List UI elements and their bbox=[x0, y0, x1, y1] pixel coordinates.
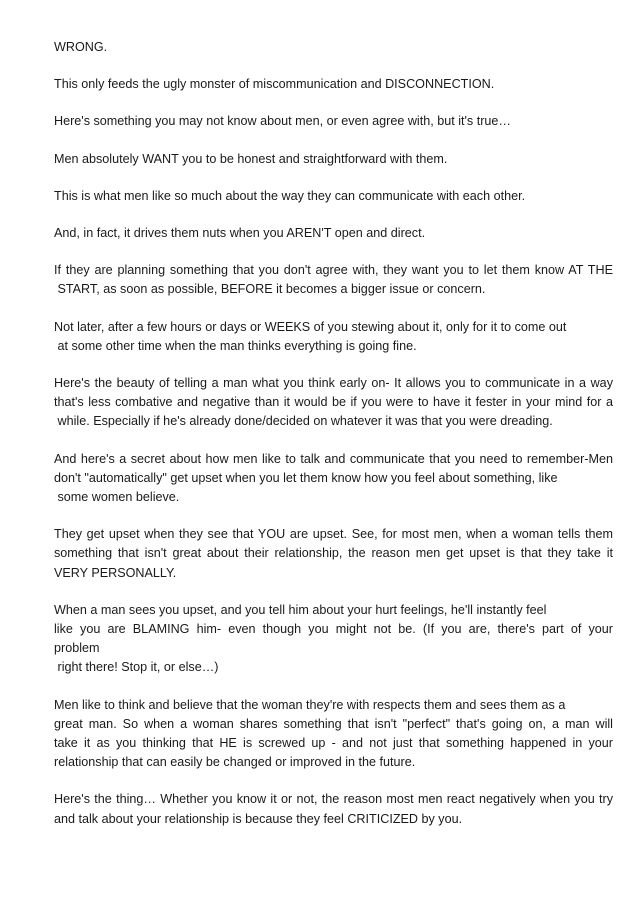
paragraph-not-later bbox=[54, 318, 613, 356]
text-line: relationship that can easily be changed or improved in the future. bbox=[54, 755, 416, 770]
paragraph-man-sees-you-upset bbox=[54, 601, 613, 678]
text-line: This is what men like so much about the way they can communicate with each other. bbox=[54, 188, 526, 203]
text-line: And, in fact, it drives them nuts when you AREN'T open and direct. bbox=[54, 226, 426, 241]
text-line: Not later, after a few hours or days or WEEKS of you stewing about it, only for it to come out bbox=[54, 319, 567, 334]
paragraph-miscommunication bbox=[54, 75, 613, 94]
text-line: WRONG. bbox=[54, 40, 108, 54]
text-line: If they are planning something that you don't agree with, they want you to let them know AT THE bbox=[54, 263, 613, 278]
text-line: don't "automatically" get upset when you let them know how you feel about something, like bbox=[54, 470, 558, 485]
paragraph-men-want-honesty bbox=[54, 150, 613, 169]
text-line: And here's a secret about how men like to talk and communicate that you need to remember-Men bbox=[54, 451, 613, 466]
text-line: some women believe. bbox=[54, 490, 180, 505]
text-line: Men like to think and believe that the woman they're with respects them and sees them as a bbox=[54, 697, 566, 712]
paragraph-beauty-of-telling bbox=[54, 374, 613, 432]
paragraph-men-like-to-think bbox=[54, 696, 613, 773]
text-line: START, as soon as possible, BEFORE it becomes a bigger issue or concern. bbox=[54, 282, 486, 297]
paragraph-communicate-each-other bbox=[54, 187, 613, 206]
paragraph-they-get-upset bbox=[54, 525, 613, 583]
paragraph-drives-them-nuts bbox=[54, 224, 613, 243]
text-line: take it as you thinking that HE is screwed up - and not just that something happened in your bbox=[54, 736, 613, 751]
text-line: They get upset when they see that YOU are upset. See, for most men, when a woman tells them bbox=[54, 527, 613, 542]
text-line: Here's something you may not know about men, or even agree with, but it's true… bbox=[54, 114, 512, 129]
text-line: problem bbox=[54, 641, 100, 656]
text-line: and talk about your relationship is because they feel CRITICIZED by you. bbox=[54, 811, 463, 826]
text-line: right there! Stop it, or else…) bbox=[54, 660, 219, 675]
text-line: This only feeds the ugly monster of miscommunication and DISCONNECTION. bbox=[54, 77, 495, 92]
text-line: like you are BLAMING him- even though you might not be. (If you are, there's part of your bbox=[54, 622, 613, 637]
text-line: Here's the beauty of telling a man what you think early on- It allows you to communicate in a way bbox=[54, 376, 613, 391]
paragraph-heres-the-thing bbox=[54, 790, 613, 828]
paragraph-planning-something bbox=[54, 261, 613, 299]
paragraph-something-you-may-not-know bbox=[54, 112, 613, 131]
text-line: while. Especially if he's already done/decided on whatever it was that you were dreading. bbox=[54, 414, 553, 429]
text-line: that's less combative and negative than it would be if you were to have it fester in your mind for a bbox=[54, 395, 613, 410]
text-line: Here's the thing… Whether you know it or not, the reason most men react negatively when you try bbox=[54, 792, 613, 807]
text-line: Men absolutely WANT you to be honest and straightforward with them. bbox=[54, 151, 448, 166]
text-line: at some other time when the man thinks everything is going fine. bbox=[54, 338, 417, 353]
document-page bbox=[54, 38, 613, 847]
paragraph-wrong bbox=[54, 38, 613, 57]
text-line: When a man sees you upset, and you tell him about your hurt feelings, he'll instantly feel bbox=[54, 602, 547, 617]
text-line: great man. So when a woman shares something that isn't "perfect" that's going on, a man will bbox=[54, 716, 613, 731]
paragraph-secret-about-men bbox=[54, 450, 613, 508]
text-line: something that isn't great about their relationship, the reason men get upset is that they take it bbox=[54, 546, 613, 561]
text-line: VERY PERSONALLY. bbox=[54, 565, 177, 580]
